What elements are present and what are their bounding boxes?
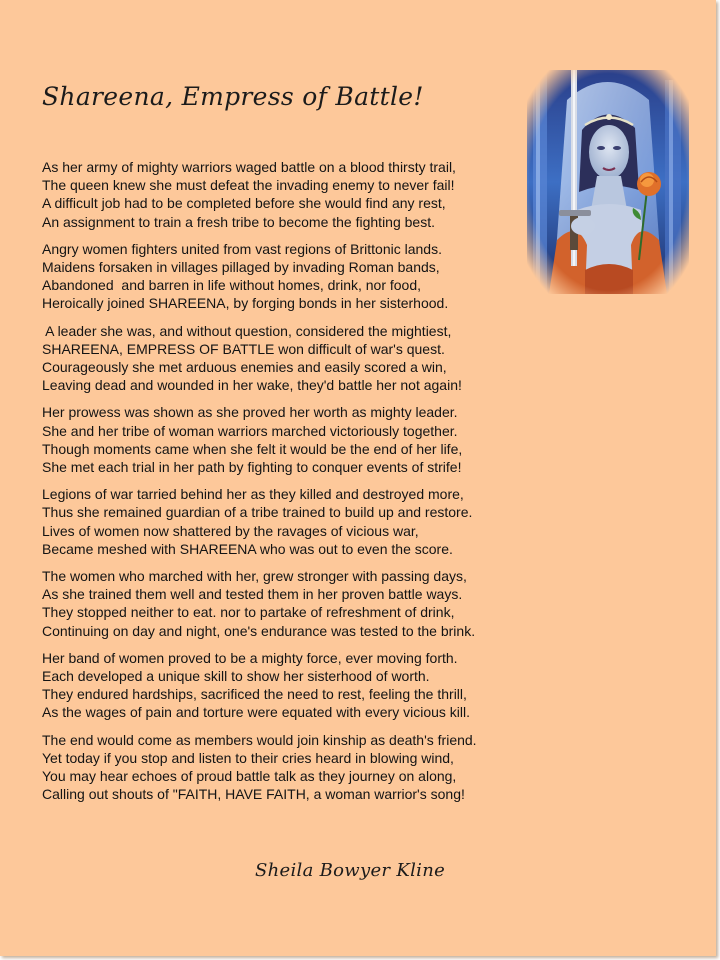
poem-line: You may hear echoes of proud battle talk as they journey on along, (42, 768, 457, 785)
poem-line: SHAREENA, EMPRESS OF BATTLE won difficult of war's quest. (42, 340, 445, 357)
poem-line: Lives of women now shattered by the ravages of vicious war, (42, 522, 419, 539)
poem-line: The women who marched with her, grew stronger with passing days, (42, 568, 467, 585)
poem-line: The queen knew she must defeat the invading enemy to never fail! (42, 177, 455, 194)
poem-line: As her army of mighty warriors waged battle on a blood thirsty trail, (42, 159, 456, 175)
poem-line: The end would come as members would join kinship as death's friend. (42, 731, 477, 748)
poem-line: Maidens forsaken in villages pillaged by invading Roman bands, (42, 259, 440, 276)
poem-line: As the wages of pain and torture were equated with every vicious kill. (42, 704, 471, 721)
stanza (42, 567, 542, 640)
poem-line: Yet today if you stop and listen to their cries heard in blowing wind, (42, 749, 454, 766)
warrior-queen-illustration (527, 70, 689, 294)
stanza (42, 649, 542, 722)
poem-line: Became meshed with SHAREENA who was out to even the score. (42, 540, 453, 557)
poem-line: Angry women fighters united from vast regions of Brittonic lands. (42, 240, 442, 257)
poem-line: Though moments came when she felt it would be the end of her life, (42, 440, 463, 457)
poem-line: She and her tribe of woman warriors marched victoriously together. (42, 422, 458, 439)
poem-title: Shareena, Empress of Battle! (42, 82, 424, 111)
poem-line: They stopped neither to eat. nor to partake of refreshment of drink, (42, 604, 455, 621)
poem-line: Abandoned and barren in life without homes, drink, nor food, (42, 277, 422, 294)
poem-line: Thus she remained guardian of a tribe trained to build up and restore. (42, 504, 473, 521)
poem-line: Leaving dead and wounded in her wake, they'd battle her not again! (42, 377, 462, 394)
poem-line: Continuing on day and night, one's endurance was tested to the brink. (42, 622, 476, 639)
poem-line: Her band of women proved to be a mighty force, ever moving forth. (42, 649, 458, 666)
poem-line: A difficult job had to be completed before she would find any rest, (42, 195, 446, 212)
stanza (42, 485, 542, 558)
poem-line: Each developed a unique skill to show her sisterhood of worth. (42, 668, 430, 685)
stanza (42, 731, 542, 804)
poem-line: They endured hardships, sacrificed the need to rest, feeling the thrill, (42, 686, 467, 703)
poem-line: Calling out shouts of "FAITH, HAVE FAITH, a woman warrior's song! (42, 786, 465, 803)
poem-line: Legions of war tarried behind her as they killed and destroyed more, (42, 486, 464, 503)
poem-line: As she trained them well and tested them in her proven battle ways. (42, 586, 463, 603)
poem-line: Heroically joined SHAREENA, by forging bonds in her sisterhood. (42, 295, 449, 312)
poem-line: Courageously she met arduous enemies and easily scored a win, (42, 359, 447, 376)
stanza (42, 403, 542, 476)
stanza (42, 240, 542, 313)
poem-body (42, 158, 542, 813)
stanza (42, 158, 542, 231)
poem-line: A leader she was, and without question, considered the mightiest, (42, 322, 452, 339)
poem-line: Her prowess was shown as she proved her worth as mighty leader. (42, 404, 458, 421)
stanza (42, 322, 542, 395)
author-signature: Sheila Bowyer Kline (255, 860, 446, 881)
poem-line: An assignment to train a fresh tribe to become the fighting best. (42, 213, 435, 230)
poem-line: She met each trial in her path by fighting to conquer events of strife! (42, 459, 462, 476)
